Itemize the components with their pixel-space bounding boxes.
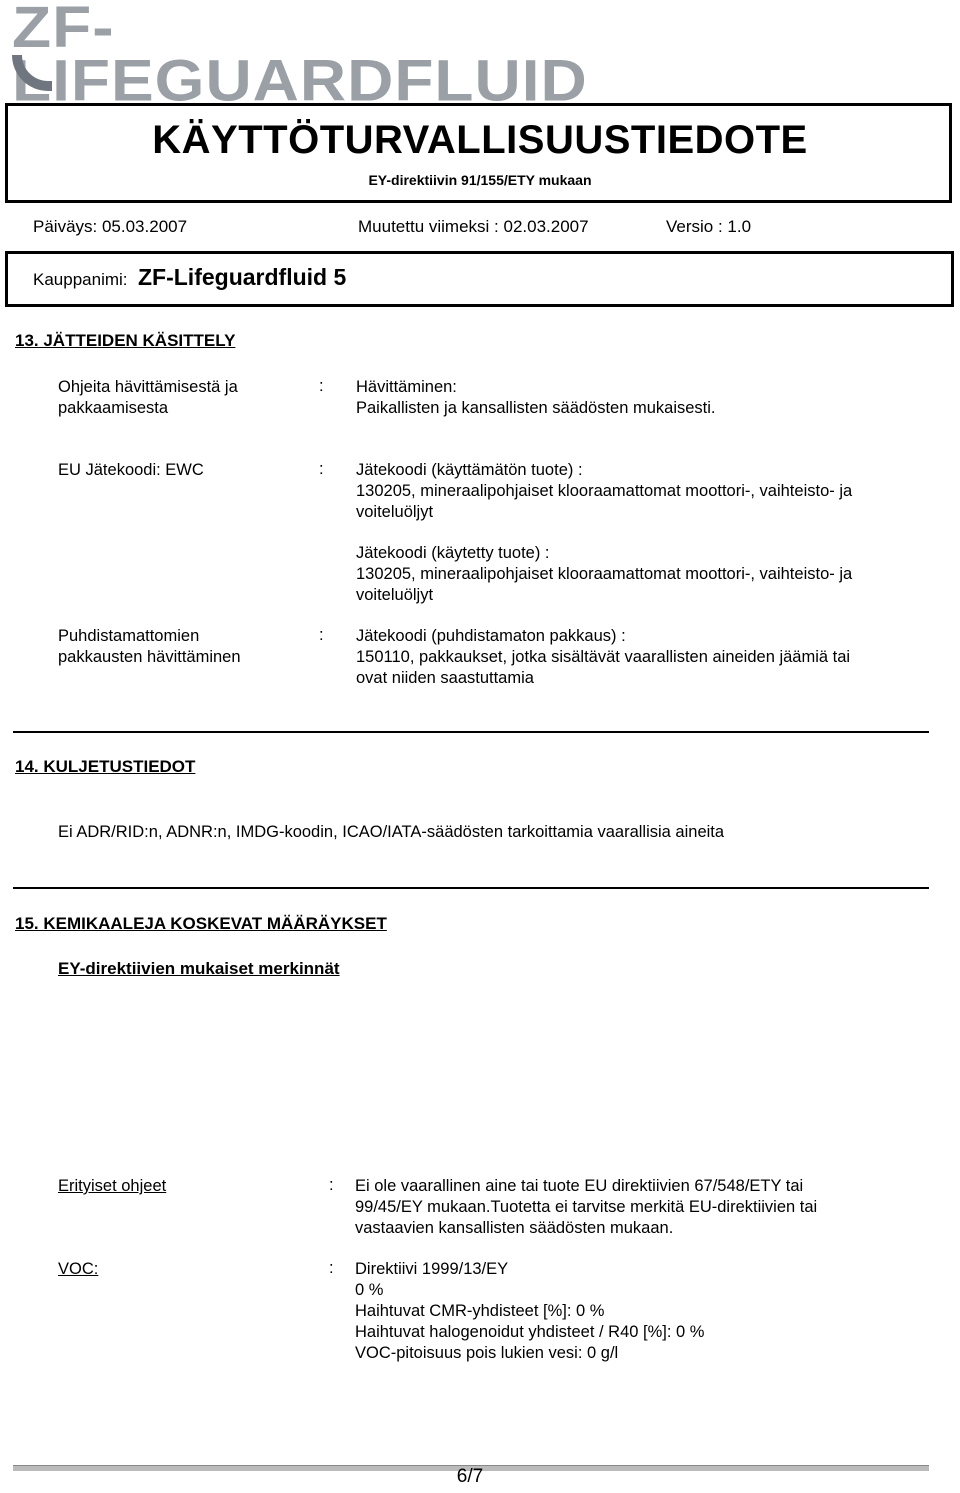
disposal-label: Ohjeita hävittämisestä ja pakkaamisesta xyxy=(58,378,238,417)
disposal-text: Hävittäminen: Paikallisten ja kansallisten säädösten mukaisesti. xyxy=(356,378,716,417)
section-divider xyxy=(13,887,929,889)
voc-label: VOC: xyxy=(58,1260,99,1278)
voc-text: Direktiivi 1999/13/EY 0 % Haihtuvat CMR-yhdisteet [%]: 0 % Haihtuvat halogenoidut yhdisteet / R40 [%]: 0 % VOC-pitoisuus pois lukien vesi: 0 g/l xyxy=(355,1260,705,1362)
section-15-heading: 15. KEMIKAALEJA KOSKEVAT MÄÄRÄYKSET xyxy=(15,914,387,933)
modified-date: Muutettu viimeksi : 02.03.2007 xyxy=(358,217,589,236)
section-13-heading: 13. JÄTTEIDEN KÄSITTELY xyxy=(15,331,236,350)
company-logo: ZF-LIFEGUARDFLUID xyxy=(12,0,588,114)
page-number: 6/7 xyxy=(456,1466,484,1487)
colon: : xyxy=(319,626,324,644)
ewc-label: EU Jätekoodi: EWC xyxy=(58,461,204,479)
issue-date: Päiväys: 05.03.2007 xyxy=(33,217,188,236)
waste-code-unused: Jätekoodi (käyttämätön tuote) : 130205, mineraalipohjaiset klooraamattomat moottori-, vaihteisto- ja voiteluöljyt xyxy=(356,461,853,521)
document-title: KÄYTTÖTURVALLISUUSTIEDOTE xyxy=(152,118,808,162)
transport-text: Ei ADR/RID:n, ADNR:n, IMDG-koodin, ICAO/IATA-säädösten tarkoittamia vaarallisia aineita xyxy=(58,823,725,841)
colon: : xyxy=(329,1176,334,1194)
trade-name: ZF-Lifeguardfluid 5 xyxy=(138,264,347,290)
section-divider xyxy=(13,731,929,733)
colon: : xyxy=(319,377,324,395)
packaging-label: Puhdistamattomien pakkausten hävittäminen xyxy=(58,627,241,666)
special-instructions-label: Erityiset ohjeet xyxy=(58,1177,167,1195)
colon: : xyxy=(329,1259,334,1277)
trade-name-label: Kauppanimi: xyxy=(33,270,128,289)
section-14-heading: 14. KULJETUSTIEDOT xyxy=(15,757,196,776)
waste-code-used: Jätekoodi (käytetty tuote) : 130205, mineraalipohjaiset klooraamattomat moottori-, vaihteisto- ja voiteluöljyt xyxy=(356,544,853,604)
version: Versio : 1.0 xyxy=(666,217,752,236)
special-instructions-text: Ei ole vaarallinen aine tai tuote EU direktiivien 67/548/ETY tai 99/45/EY mukaan.Tuotetta ei tarvitse merkitä EU-direktiivien tai vastaavien kansallisten säädösten mukaan. xyxy=(355,1177,818,1237)
ec-labelling-subheading: EY-direktiivien mukaiset merkinnät xyxy=(58,959,340,978)
colon: : xyxy=(319,460,324,478)
waste-code-packaging: Jätekoodi (puhdistamaton pakkaus) : 150110, pakkaukset, jotka sisältävät vaarallisten aineiden jäämiä tai ovat niiden saastuttamia xyxy=(356,627,851,687)
document-subtitle: EY-direktiivin 91/155/ETY mukaan xyxy=(368,172,592,188)
